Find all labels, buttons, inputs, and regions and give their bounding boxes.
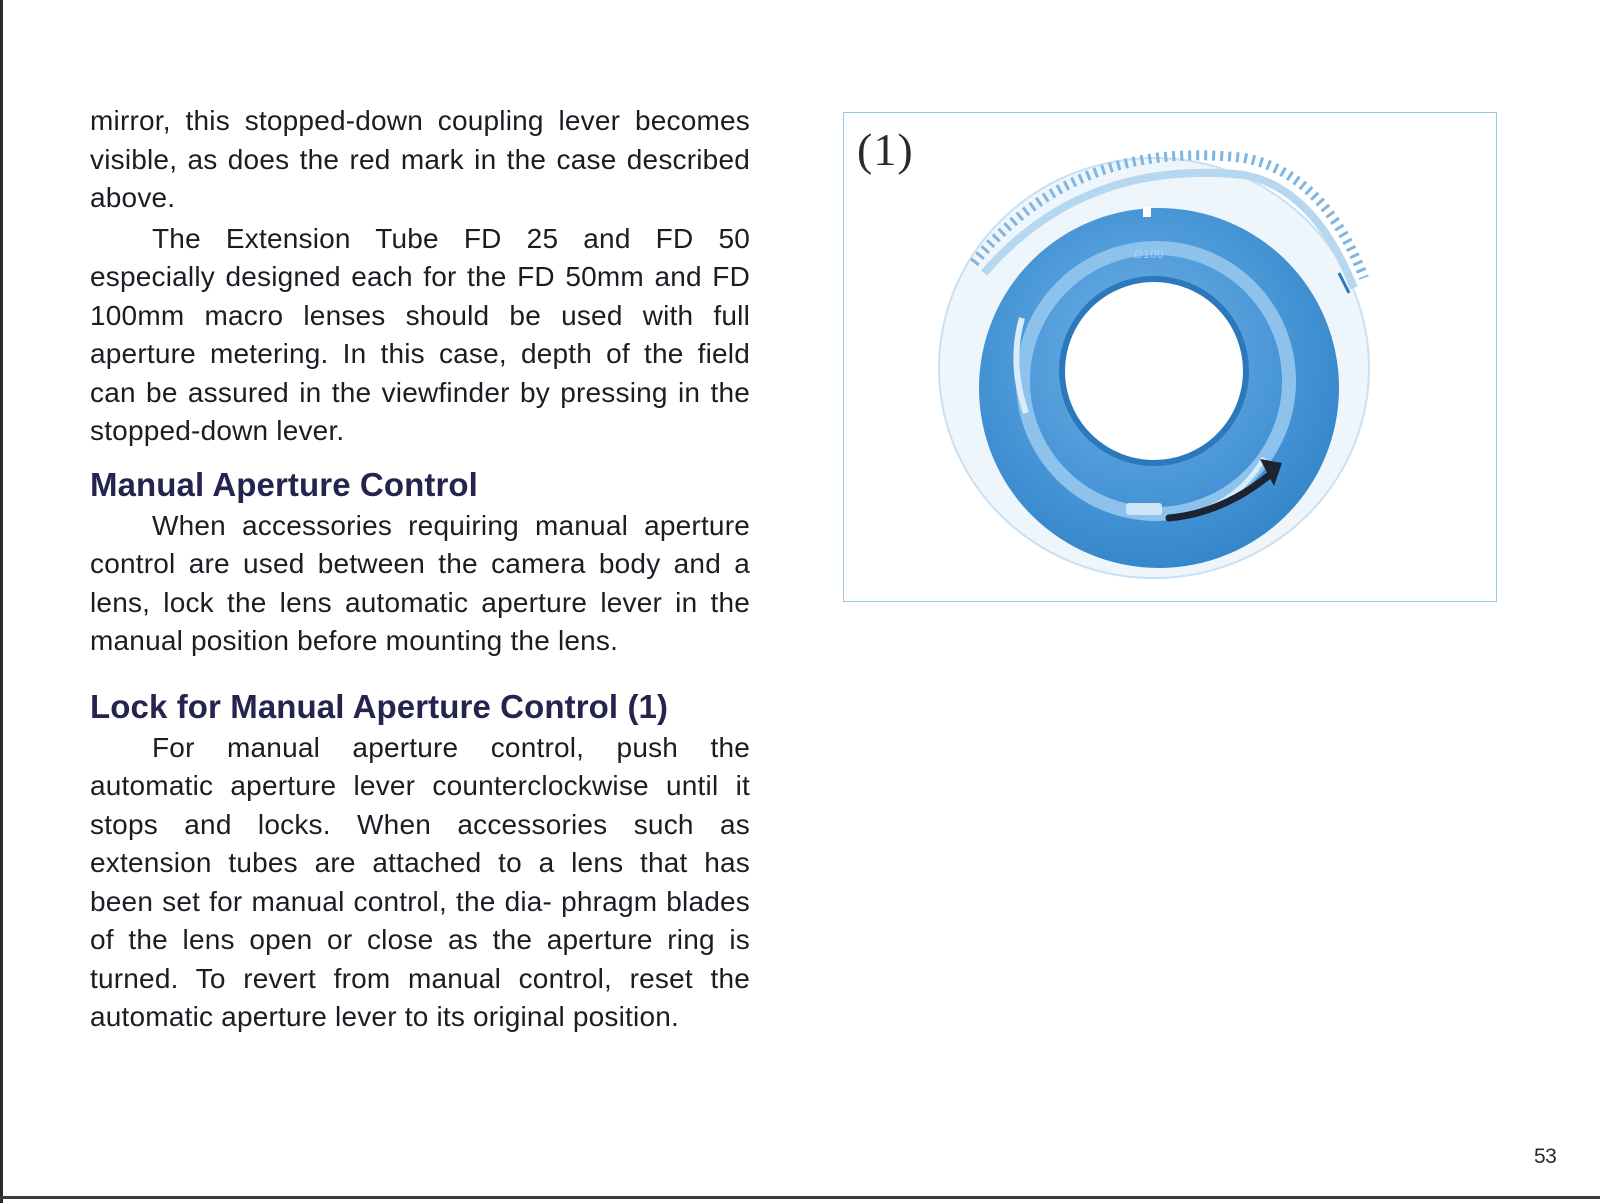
page-edge-bottom: [0, 1196, 1600, 1199]
figure-1-frame: [843, 112, 1497, 602]
paragraph-lock-instructions: For manual aperture control, push the automatic aperture lever counterclockwise until it stops and locks. When accessories such as extension tubes are attached to a lens that has been set for manual control, the dia- phragm blades of the lens open or close as the aperture ring is turned. To revert from manual control, reset the automatic aperture lever to its original position.: [90, 731, 750, 1032]
heading-manual-aperture-control: Manual Aperture Control: [90, 465, 478, 503]
aperture-lever: [1126, 503, 1162, 515]
paragraph-manual-aperture-accessories: When accessories requiring manual aperture control are used between the camera body and a lens, lock the lens automatic aperture lever in the manual position before mounting the lens.: [90, 509, 750, 656]
figure-1-label: (1): [857, 124, 914, 175]
paragraph-mirror-continuation: mirror, this stopped-down coupling lever becomes visible, as does the red mark in the case described above.: [90, 105, 750, 213]
lens-rear-opening: [1062, 279, 1246, 463]
mount-index-dot: [1143, 207, 1151, 217]
lens-mount-marking: Ø100: [1134, 248, 1164, 261]
page-edge-left: [0, 0, 3, 1203]
heading-lock-manual-aperture-control: Lock for Manual Aperture Control (1): [90, 687, 669, 725]
page-number: 53: [1534, 1145, 1557, 1168]
lens-mount-illustration: [844, 113, 1495, 600]
paragraph-extension-tube: The Extension Tube FD 25 and FD 50 especially designed each for the FD 50mm and FD 100mm macro lenses should be used with full aperture metering. In this case, depth of the field can be assured in the viewfinder by pressing in the stopped-down lever.: [90, 222, 750, 446]
text-column: [90, 102, 750, 1037]
